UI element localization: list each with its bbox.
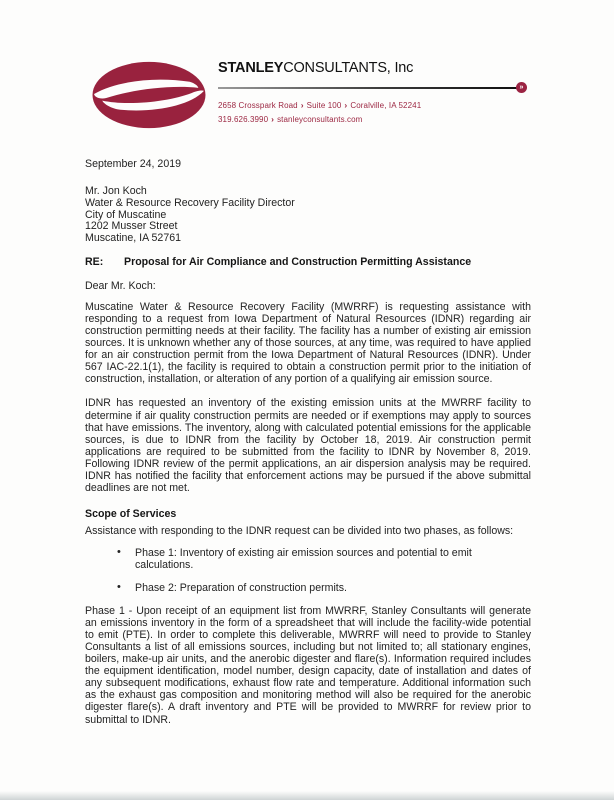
- re-line: [85, 256, 531, 268]
- letterhead-rule-line: [218, 87, 518, 89]
- suite: Suite 100: [306, 101, 342, 110]
- recipient-organization: City of Muscatine: [85, 208, 167, 221]
- address-line-2: [218, 114, 548, 124]
- letter-body: [85, 158, 531, 738]
- paragraph-2: IDNR has requested an inventory of the existing emission units at the MWRRF facility to determine if air quality construction permits are needed or if exemptions may apply to sources that have emissions. The inventory, along with calculated potential emissions for the applicable sources, is due to IDNR from the facility by October 18, 2019. Air construction permit applications are required to be submitted from the facility to IDNR by November 8, 2019. Following IDNR review of the permit applications, an air dispersion analysis may be required. IDNR has notified the facility that enforcement actions may be pursued if the above submittal deadlines are not met.: [85, 397, 531, 495]
- paragraph-3: Phase 1 - Upon receipt of an equipment list from MWRRF, Stanley Consultants will generate an emissions inventory in the form of a spreadsheet that will include the facility-wide potential to emit (PTE). In order to complete this deliverable, MWRRF will need to provide to Stanley Consultants a list of all emissions sources, including but not limited to; all stationary engines, boilers, make-up air units, and the anerobic digester and flare(s). Information required includes the equipment identification, model number, design capacity, date of installation and dates of any subsequent modifications, exhaust flow rate and temperature. Additional information such as the exhaust gas composition and monitoring method will also be required for the anerobic digester flare(s). A draft inventory and PTE will be provided to MWRRF for review prior to submittal to IDNR.: [85, 604, 531, 726]
- salutation: Dear Mr. Koch:: [85, 279, 156, 292]
- page-bottom-scan-shadow: [0, 791, 614, 800]
- letterhead: [0, 0, 614, 150]
- website-url: stanleyconsultants.com: [277, 114, 363, 124]
- recipient-block: [85, 186, 531, 245]
- city-state-zip: Coralville, IA 52241: [350, 101, 422, 110]
- chevron-separator-icon: ›: [271, 113, 275, 124]
- address-line-1: [218, 100, 548, 110]
- company-name-rest: CONSULTANTS, Inc: [283, 60, 414, 76]
- company-name-bold: STANLEY: [218, 60, 284, 76]
- scope-of-services-heading: Scope of Services: [85, 508, 177, 521]
- letterhead-text: [218, 60, 548, 124]
- phase-bullet-list: [85, 547, 531, 594]
- recipient-city-state-zip: Muscatine, IA 52761: [85, 231, 181, 244]
- phone-number: 319.626.3990: [218, 114, 269, 124]
- re-subject: Proposal for Air Compliance and Construction Permitting Assistance: [124, 255, 472, 268]
- bullet-icon: •: [117, 581, 121, 594]
- phase-1-bullet-text: Phase 1: Inventory of existing air emission sources and potential to emit calculations.: [135, 547, 472, 572]
- recipient-title: Water & Resource Recovery Facility Director: [85, 196, 295, 209]
- re-label: RE:: [85, 255, 104, 268]
- chevron-separator-icon: ›: [300, 100, 304, 110]
- street-address: 2658 Crosspark Road: [218, 101, 298, 110]
- phase-1-bullet-item: [85, 547, 531, 571]
- stanley-consultants-logo-icon: [92, 60, 206, 130]
- recipient-street: 1202 Musser Street: [85, 220, 178, 233]
- letterhead-rule: [218, 83, 524, 94]
- letter-date: September 24, 2019: [85, 158, 182, 170]
- phase-2-bullet-item: [85, 582, 531, 594]
- chevron-badge-icon: »: [516, 82, 527, 93]
- company-name: [218, 60, 548, 76]
- bullet-icon: •: [117, 546, 121, 559]
- paragraph-1: Muscatine Water & Resource Recovery Facility (MWRRF) is requesting assistance with responding to a request from Iowa Department of Natural Resources (IDNR) regarding air construction permitting needs at their facility. The facility has a number of existing air emission sources. It is unknown whether any of those sources, at any time, was required to have applied for an air construction permit from the Iowa Department of Natural Resources (IDNR). Under 567 IAC-22.1(1), the facility is required to obtain a construction permit prior to the initiation of construction, installation, or alteration of any portion of a qualifying air emission source.: [85, 300, 531, 386]
- phase-2-bullet-text: Phase 2: Preparation of construction permits.: [135, 582, 347, 595]
- recipient-name: Mr. Jon Koch: [85, 185, 147, 198]
- scope-intro: Assistance with responding to the IDNR request can be divided into two phases, as follows:: [85, 525, 514, 538]
- chevron-separator-icon: ›: [344, 100, 348, 110]
